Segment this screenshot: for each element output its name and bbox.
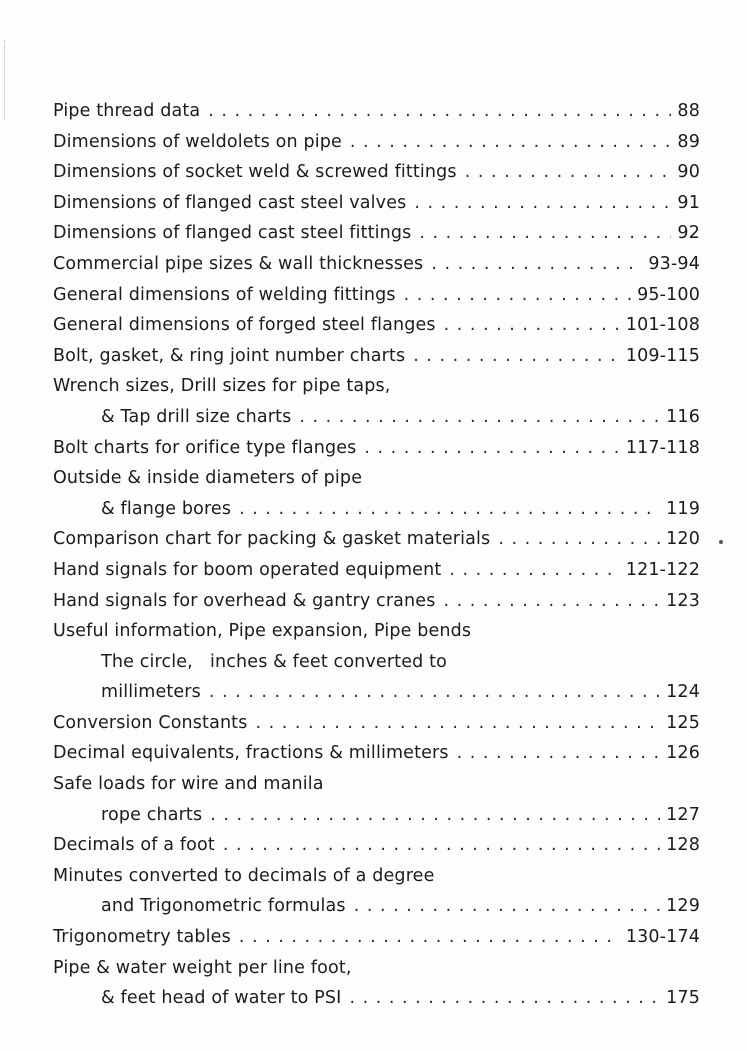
dot-leader: [431, 249, 642, 280]
toc-entry-safe-loads[interactable]: [53, 769, 700, 800]
toc-entry-welding-fittings[interactable]: [53, 280, 700, 311]
scan-margin-mark: [4, 40, 8, 120]
dot-leader: [209, 677, 660, 708]
toc-entry-page: 101-108: [625, 315, 700, 336]
toc-entry-page: 123: [666, 590, 700, 611]
toc-entry-bolt-gasket-charts[interactable]: [53, 341, 700, 372]
toc-entry-page: 128: [666, 835, 700, 856]
toc-entry-page: 95-100: [637, 284, 700, 305]
toc-entry-page: 90: [677, 162, 700, 183]
toc-entry-flanged-valves[interactable]: [53, 188, 700, 219]
dot-leader: [498, 524, 660, 555]
toc-entry-pipe-sizes[interactable]: [53, 249, 700, 280]
toc-entry-page: 88: [677, 101, 700, 121]
toc-entry-title: Dimensions of weldolets on pipe: [53, 131, 342, 152]
dot-leader: [364, 433, 619, 464]
toc-entry-packing-comparison[interactable]: [53, 524, 700, 555]
toc-entry-page: 130-174: [625, 927, 700, 948]
toc-entry-page: 175: [666, 988, 700, 1009]
toc-entry-socket-weld-fittings[interactable]: [53, 157, 700, 188]
toc-entry-title: rope charts: [101, 804, 203, 825]
dot-leader: [419, 218, 671, 249]
toc-entry-pipe-thread-data[interactable]: [53, 96, 700, 127]
dot-leader: [208, 96, 671, 127]
toc-entry-crane-signals[interactable]: [53, 586, 700, 617]
toc-entry-orifice-bolt-charts[interactable]: [53, 433, 700, 464]
toc-entry-title: Dimensions of flanged cast steel valves: [53, 192, 407, 213]
toc-entry-useful-information[interactable]: [53, 616, 700, 647]
toc-entry-title: Decimal equivalents, fractions & millimeters: [53, 743, 449, 764]
dot-leader: [223, 830, 660, 861]
toc-entry-circle-inches[interactable]: [53, 647, 700, 678]
toc-entry-page: 129: [666, 896, 700, 917]
toc-entry-page: 91: [677, 192, 700, 213]
toc-entry-title: Hand signals for boom operated equipment: [53, 559, 442, 580]
dot-leader: [444, 310, 620, 341]
dot-leader: [414, 188, 671, 219]
toc-entry-page: 116: [666, 406, 700, 427]
dot-leader: [239, 922, 620, 953]
dot-leader: [457, 738, 661, 769]
toc-entry-flange-bores[interactable]: [53, 494, 700, 525]
dot-leader: [465, 157, 672, 188]
toc-entry-title: Dimensions of flanged cast steel fittings: [53, 223, 412, 244]
toc-entry-page: 93-94: [648, 253, 700, 274]
toc-entry-page: 109-115: [625, 345, 700, 366]
toc-entry-wrench-sizes[interactable]: [53, 371, 700, 402]
toc-entry-title: & feet head of water to PSI: [101, 988, 342, 1009]
toc-entry-title: millimeters: [101, 682, 201, 703]
toc-entry-pipe-water-weight[interactable]: [53, 953, 700, 984]
dot-leader: [443, 586, 660, 617]
toc-entry-title: & Tap drill size charts: [101, 406, 292, 427]
toc-entry-boom-signals[interactable]: [53, 555, 700, 586]
dot-leader: [210, 800, 660, 831]
toc-entry-title: Minutes converted to decimals of a degree: [53, 865, 435, 886]
toc-entry-page: 126: [666, 743, 700, 764]
toc-entry-title: Bolt, gasket, & ring joint number charts: [53, 345, 406, 366]
toc-entry-tap-drill-charts[interactable]: [53, 402, 700, 433]
toc-entry-title: Comparison chart for packing & gasket materials: [53, 529, 491, 550]
dot-leader: [354, 891, 660, 922]
dot-leader: [350, 127, 672, 158]
toc-entry-page: 127: [666, 804, 700, 825]
toc-entry-title: Decimals of a foot: [53, 835, 215, 856]
scan-speck: [719, 540, 723, 544]
toc-entry-title: The circle, inches & feet converted to: [101, 651, 447, 672]
toc-entry-title: Trigonometry tables: [53, 927, 231, 948]
toc-entry-rope-charts[interactable]: [53, 800, 700, 831]
table-of-contents: [53, 96, 700, 1014]
toc-entry-decimals-of-foot[interactable]: [53, 830, 700, 861]
toc-entry-page: 92: [677, 223, 700, 244]
dot-leader: [349, 983, 660, 1014]
toc-entry-pipe-diameters[interactable]: [53, 463, 700, 494]
toc-entry-title: Conversion Constants: [53, 712, 248, 733]
toc-entry-page: 121-122: [625, 559, 700, 580]
toc-entry-millimeters[interactable]: [53, 677, 700, 708]
toc-entry-head-of-water[interactable]: [53, 983, 700, 1014]
toc-entry-title: Commercial pipe sizes & wall thicknesses: [53, 253, 424, 274]
toc-entry-forged-flanges[interactable]: [53, 310, 700, 341]
dot-leader: [299, 402, 660, 433]
toc-entry-decimal-equivalents[interactable]: [53, 738, 700, 769]
toc-entry-page: 120: [666, 529, 700, 550]
toc-entry-page: 119: [666, 498, 700, 519]
dot-leader: [413, 341, 620, 372]
toc-entry-title: Wrench sizes, Drill sizes for pipe taps,: [53, 376, 391, 397]
toc-entry-title: and Trigonometric formulas: [101, 896, 346, 917]
toc-entry-trig-tables[interactable]: [53, 922, 700, 953]
toc-entry-flanged-fittings[interactable]: [53, 218, 700, 249]
dot-leader: [449, 555, 619, 586]
toc-entry-title: General dimensions of welding fittings: [53, 284, 396, 305]
toc-entry-title: Bolt charts for orifice type flanges: [53, 437, 357, 458]
toc-entry-title: General dimensions of forged steel flanges: [53, 315, 436, 336]
toc-entry-page: 124: [666, 682, 700, 703]
dot-leader: [404, 280, 632, 311]
toc-entry-weldolets[interactable]: [53, 127, 700, 158]
dot-leader: [239, 494, 660, 525]
toc-entry-page: 117-118: [625, 437, 700, 458]
dot-leader: [255, 708, 660, 739]
toc-entry-title: Safe loads for wire and manila: [53, 774, 324, 795]
toc-entry-page: 89: [677, 131, 700, 152]
toc-entry-page: 125: [666, 712, 700, 733]
toc-entry-title: Dimensions of socket weld & screwed fittings: [53, 162, 457, 183]
toc-entry-title: Pipe thread data: [53, 101, 201, 121]
toc-entry-trig-formulas[interactable]: [53, 891, 700, 922]
toc-entry-minutes-converted[interactable]: [53, 861, 700, 892]
toc-entry-title: Pipe & water weight per line foot,: [53, 957, 352, 978]
toc-entry-title: Outside & inside diameters of pipe: [53, 468, 363, 489]
toc-entry-title: Hand signals for overhead & gantry cranes: [53, 590, 436, 611]
toc-entry-conversion-constants[interactable]: [53, 708, 700, 739]
toc-entry-title: & flange bores: [101, 498, 232, 519]
toc-entry-title: Useful information, Pipe expansion, Pipe bends: [53, 621, 472, 642]
